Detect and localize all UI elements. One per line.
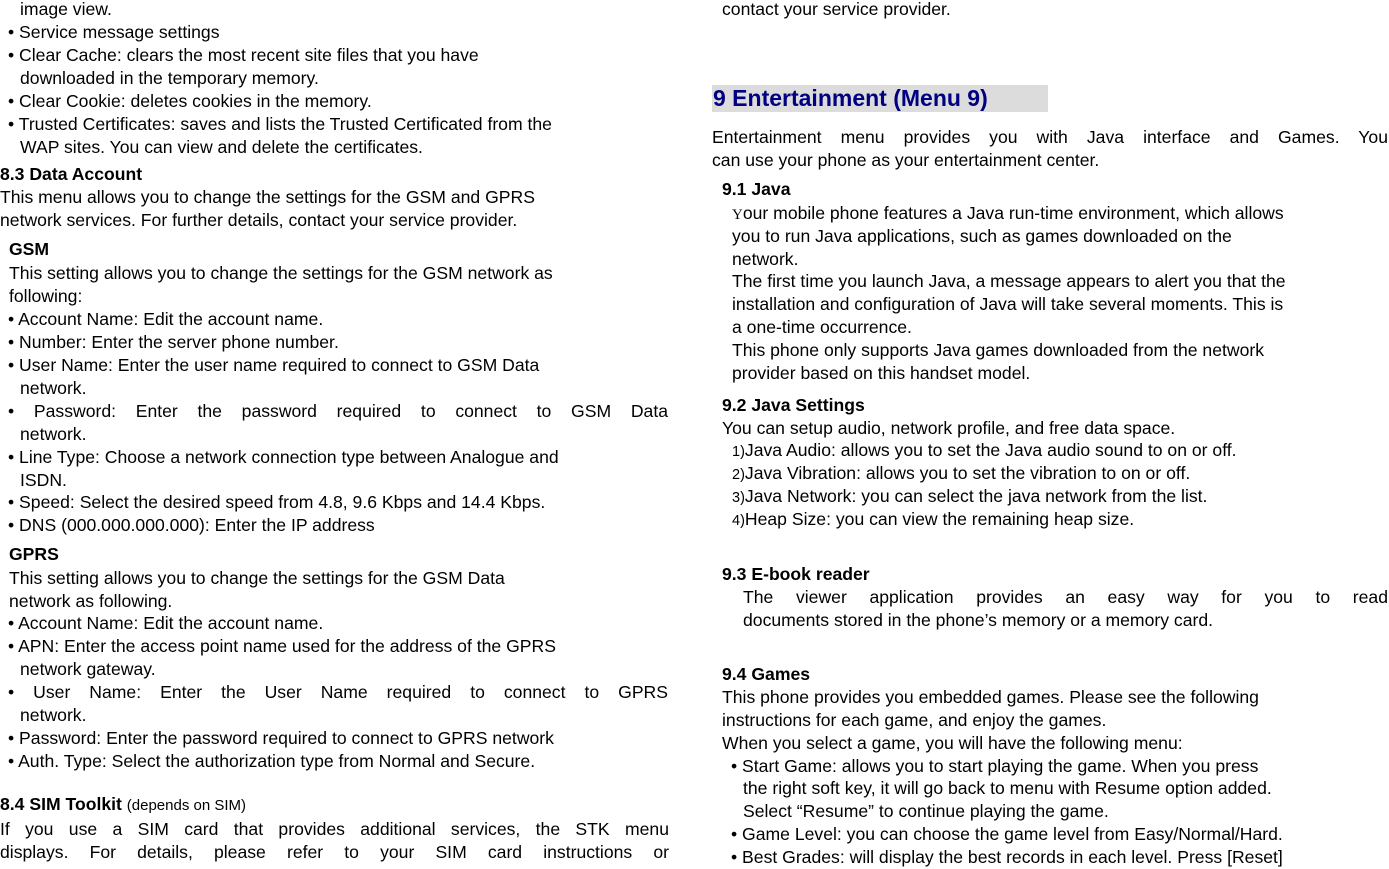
list-item: • Password: Enter the password required to connect to GPRS network: [8, 728, 554, 748]
paragraph-line: instructions for each game, and enjoy the games.: [722, 710, 1107, 730]
paragraph-line: The first time you launch Java, a message appears to alert you that the: [732, 271, 1286, 291]
text-line: contact your service provider.: [722, 0, 951, 19]
list-item: [732, 508, 1134, 533]
list-item: • Number: Enter the server phone number.: [8, 332, 339, 352]
list-item: • Password: Enter the password required to connect to GSM Data: [8, 401, 668, 421]
list-text: Java Network: you can select the java network from the list.: [744, 486, 1208, 506]
paragraph-text: our mobile phone features a Java run-time environment, which allows: [742, 203, 1284, 223]
section-heading-9-4: 9.4 Games: [722, 664, 811, 684]
subheading-gprs: GPRS: [9, 544, 59, 564]
paragraph-line: You can setup audio, network profile, and free data space.: [722, 418, 1176, 438]
section-heading-8-4: [0, 793, 246, 817]
section-heading-9-2: 9.2 Java Settings: [722, 395, 865, 415]
text-line: network.: [20, 378, 87, 398]
paragraph-line: provider based on this handset model.: [732, 363, 1031, 383]
list-item: • Clear Cookie: deletes cookies in the memory.: [8, 91, 372, 111]
list-item: [732, 462, 1190, 487]
paragraph-line: This setting allows you to change the settings for the GSM network as: [9, 263, 553, 283]
list-item: • Clear Cache: clears the most recent site files that you have: [8, 45, 479, 65]
paragraph-line: [732, 202, 1284, 227]
paragraph-line: This menu allows you to change the settings for the GSM and GPRS: [0, 187, 535, 207]
paragraph-line: can use your phone as your entertainment center.: [712, 150, 1100, 170]
section-heading-8-4-note: (depends on SIM): [126, 797, 246, 814]
text-line: WAP sites. You can view and delete the certificates.: [20, 137, 423, 157]
list-item: • User Name: Enter the User Name required to connect to GPRS: [8, 682, 668, 702]
chapter-heading-9-text: 9 Entertainment (Menu 9): [713, 85, 988, 111]
list-number: 4): [732, 513, 745, 529]
paragraph-line: This setting allows you to change the settings for the GSM Data: [9, 568, 505, 588]
section-heading-9-1: 9.1 Java: [722, 179, 791, 199]
paragraph-line: displays. For details, please refer to your SIM card instructions or: [0, 842, 669, 862]
paragraph-line: following:: [9, 286, 83, 306]
paragraph-line: documents stored in the phone’s memory or a memory card.: [743, 610, 1214, 630]
paragraph-line: network as following.: [9, 591, 173, 611]
list-item: • Account Name: Edit the account name.: [8, 613, 324, 633]
paragraph-line: you to run Java applications, such as games downloaded on the: [732, 226, 1232, 246]
paragraph-line: The viewer application provides an easy way for you to read: [743, 587, 1388, 607]
list-item: • Account Name: Edit the account name.: [8, 309, 324, 329]
subheading-gsm: GSM: [9, 239, 50, 259]
list-item: • Best Grades: will display the best records in each level. Press [Reset]: [731, 847, 1283, 867]
paragraph-line: When you select a game, you will have the following menu:: [722, 733, 1183, 753]
list-number: 1): [732, 444, 745, 460]
list-item: [732, 485, 1207, 510]
list-item: • Service message settings: [8, 22, 220, 42]
list-number: 3): [732, 490, 745, 506]
section-heading-8-4-title: 8.4 SIM Toolkit: [0, 794, 122, 814]
list-number: 2): [732, 467, 745, 483]
text-line: the right soft key, it will go back to menu with Resume option added.: [743, 778, 1272, 798]
paragraph-line: installation and configuration of Java will take several moments. This is: [732, 294, 1284, 314]
paragraph-line: If you use a SIM card that provides additional services, the STK menu: [0, 819, 669, 839]
list-text: Java Vibration: allows you to set the vibration to on or off.: [744, 463, 1191, 483]
list-item: • DNS (000.000.000.000): Enter the IP address: [8, 515, 375, 535]
list-text: Heap Size: you can view the remaining heap size.: [744, 509, 1135, 529]
text-line: ISDN.: [20, 470, 67, 490]
text-line: Select “Resume” to continue playing the game.: [743, 801, 1109, 821]
list-item: • Trusted Certificates: saves and lists the Trusted Certificated from the: [8, 114, 552, 134]
paragraph-line: Entertainment menu provides you with Java interface and Games. You: [712, 127, 1388, 147]
list-item: • User Name: Enter the user name required to connect to GSM Data: [8, 355, 540, 375]
text-line: network.: [20, 424, 87, 444]
text-line: network gateway.: [20, 659, 156, 679]
section-heading-8-3: 8.3 Data Account: [0, 164, 143, 184]
list-item: • Auth. Type: Select the authorization type from Normal and Secure.: [8, 751, 536, 771]
list-item: [732, 439, 1237, 464]
paragraph-line: This phone provides you embedded games. Please see the following: [722, 687, 1259, 707]
list-item: • Line Type: Choose a network connection type between Analogue and: [8, 447, 559, 467]
paragraph-line: network.: [732, 249, 799, 269]
section-heading-9-3: 9.3 E-book reader: [722, 564, 870, 584]
list-item: • Start Game: allows you to start playing the game. When you press: [731, 756, 1259, 776]
list-text: Java Audio: allows you to set the Java audio sound to on or off.: [744, 440, 1237, 460]
drop-letter: Y: [732, 207, 743, 223]
paragraph-line: a one-time occurrence.: [732, 317, 912, 337]
list-item: • APN: Enter the access point name used for the address of the GPRS: [8, 636, 556, 656]
list-item: • Game Level: you can choose the game level from Easy/Normal/Hard.: [731, 824, 1283, 844]
list-item: • Speed: Select the desired speed from 4.8, 9.6 Kbps and 14.4 Kbps.: [8, 492, 546, 512]
text-line: network.: [20, 705, 87, 725]
text-line: downloaded in the temporary memory.: [20, 68, 319, 88]
paragraph-line: network services. For further details, contact your service provider.: [0, 210, 518, 230]
text-line: image view.: [20, 0, 112, 19]
chapter-heading-9: [712, 85, 1048, 112]
paragraph-line: This phone only supports Java games downloaded from the network: [732, 340, 1265, 360]
